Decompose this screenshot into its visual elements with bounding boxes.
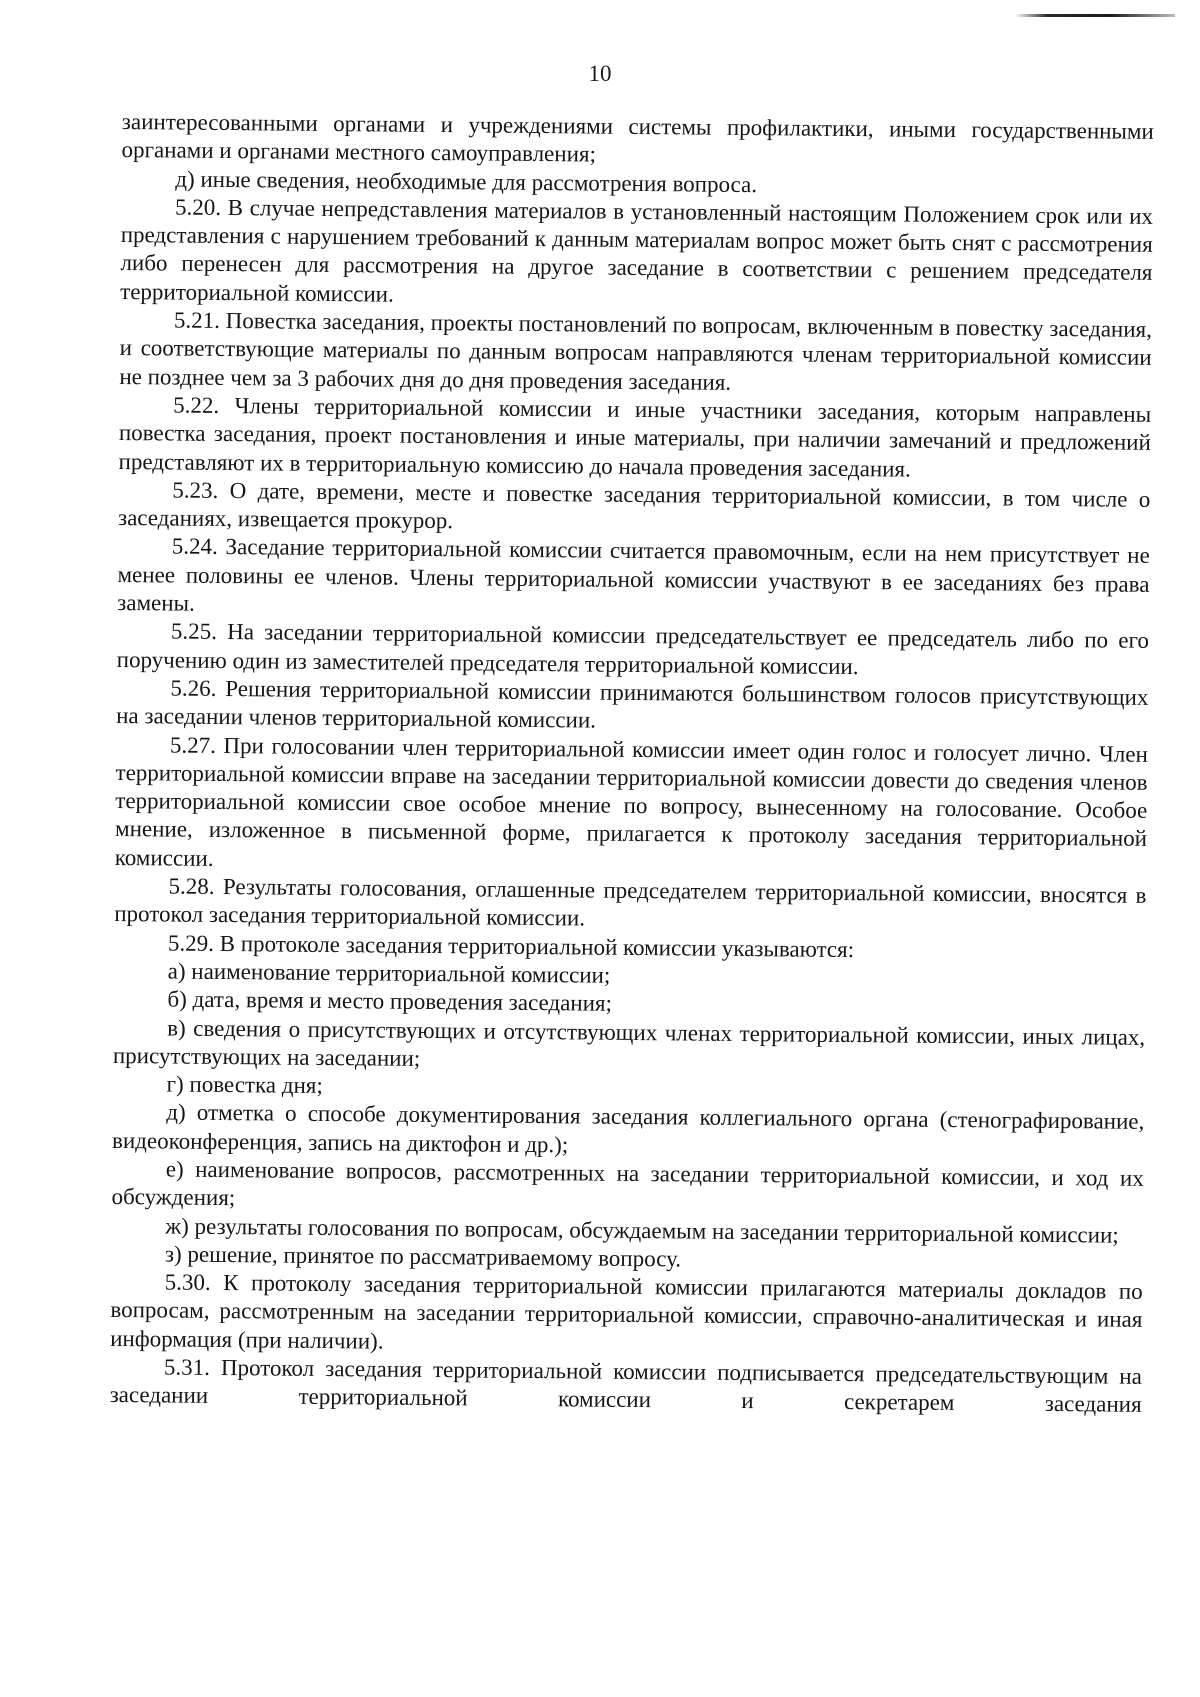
list-item: а) наименование территориальной комиссии; (167, 958, 611, 988)
paragraph: 5.31. Протокол заседания территориальной комиссии подписывается председательствующим на заседании территориальной комиссии и секретарем заседания (109, 1354, 1142, 1418)
paragraph: 5.24. Заседание территориальной комиссии считается правомочным, если на нем присутствует не менее половины ее членов. Члены территориальной комиссии участвуют в ее заседаниях без права замены. (117, 533, 1150, 616)
paragraph: 5.26. Решения территориальной комиссии принимаются большинством голосов присутствующих на заседании членов территориальной комиссии. (116, 675, 1149, 733)
list-item: з) решение, принятое по рассматриваемому вопросу. (164, 1241, 682, 1272)
list-item: ж) результаты голосования по вопросам, обсуждаемым на заседании территориальной комиссии; (165, 1213, 1119, 1248)
list-item: г) повестка дня; (166, 1071, 323, 1099)
paragraph: 5.29. В протоколе заседания территориальной комиссии указываются: (167, 930, 855, 962)
paragraph: 5.21. Повестка заседания, проекты постановлений по вопросам, включенным в повестку заседания, и соответствующие материалы по данным вопросам направляются членам территориальной комиссии не позднее чем за 3 рабочих дня до дня проведения заседания. (119, 307, 1153, 395)
document-body (110, 108, 1154, 1420)
list-item: в) сведения о присутствующих и отсутствующих членах территориальной комиссии, иных лицах, присутствующих на заседании; (112, 1014, 1146, 1071)
page-number: 10 (588, 61, 612, 86)
scan-edge-mark (1015, 14, 1175, 17)
paragraph: 5.23. О дате, времени, месте и повестке заседания территориальной комиссии, в том числе о заседаниях, извещается прокурор. (117, 477, 1151, 534)
paragraph: д) иные сведения, необходимые для рассмотрения вопроса. (175, 166, 758, 197)
paragraph: 5.30. К протоколу заседания территориальной комиссии прилагаются материалы докладов по вопросам, рассмотренным на заседании территориальной комиссии, справочно-аналитическая и иная информация (при наличии). (110, 1269, 1143, 1354)
paragraph: 5.22. Члены территориальной комиссии и иные участники заседания, которым направлены повестка заседания, проект постановления и иные материалы, при наличии замечаний и предложений представляют их в территориальную комиссию до начала проведения заседания. (118, 392, 1152, 482)
list-item: б) дата, время и место проведения заседания; (167, 986, 613, 1016)
paragraph: 5.27. При голосовании член территориальной комиссии имеет один голос и голосует лично. Член территориальной комиссии вправе на заседании территориальной комиссии довести до сведения членов территориальной комиссии свое особое мнение по вопросу, вынесенному на голосование. Особое мнение, изложенное в письменной форме, прилагается к протоколу заседания территориальной комиссии. (114, 732, 1148, 871)
paragraph: 5.28. Результаты голосования, оглашенные председателем территориальной комиссии, вносятся в протокол заседания территориальной комиссии. (114, 873, 1147, 931)
paragraph: 5.25. На заседании территориальной комиссии председательствует ее председатель либо по его поручению один из заместителей председателя территориальной комиссии. (116, 618, 1150, 679)
paragraph: заинтересованными органами и учреждениями системы профилактики, иными государственными органами и органами местного самоуправления; (121, 108, 1154, 167)
paragraph: 5.20. В случае непредставления материалов в установленный настоящим Положением срок или их представления с нарушением требований к данным материалам вопрос может быть снят с рассмотрения либо перенесен для рассмотрения на другое заседание в соответствии с решением председателя территориальной комиссии. (120, 194, 1154, 307)
list-item: е) наименование вопросов, рассмотренных на заседании территориальной комиссии, и ход их обсуждения; (111, 1156, 1144, 1211)
list-item: д) отметка о способе документирования заседания коллегиального органа (стенографирование, видеоконференция, запись на диктофон и др.); (111, 1099, 1145, 1158)
